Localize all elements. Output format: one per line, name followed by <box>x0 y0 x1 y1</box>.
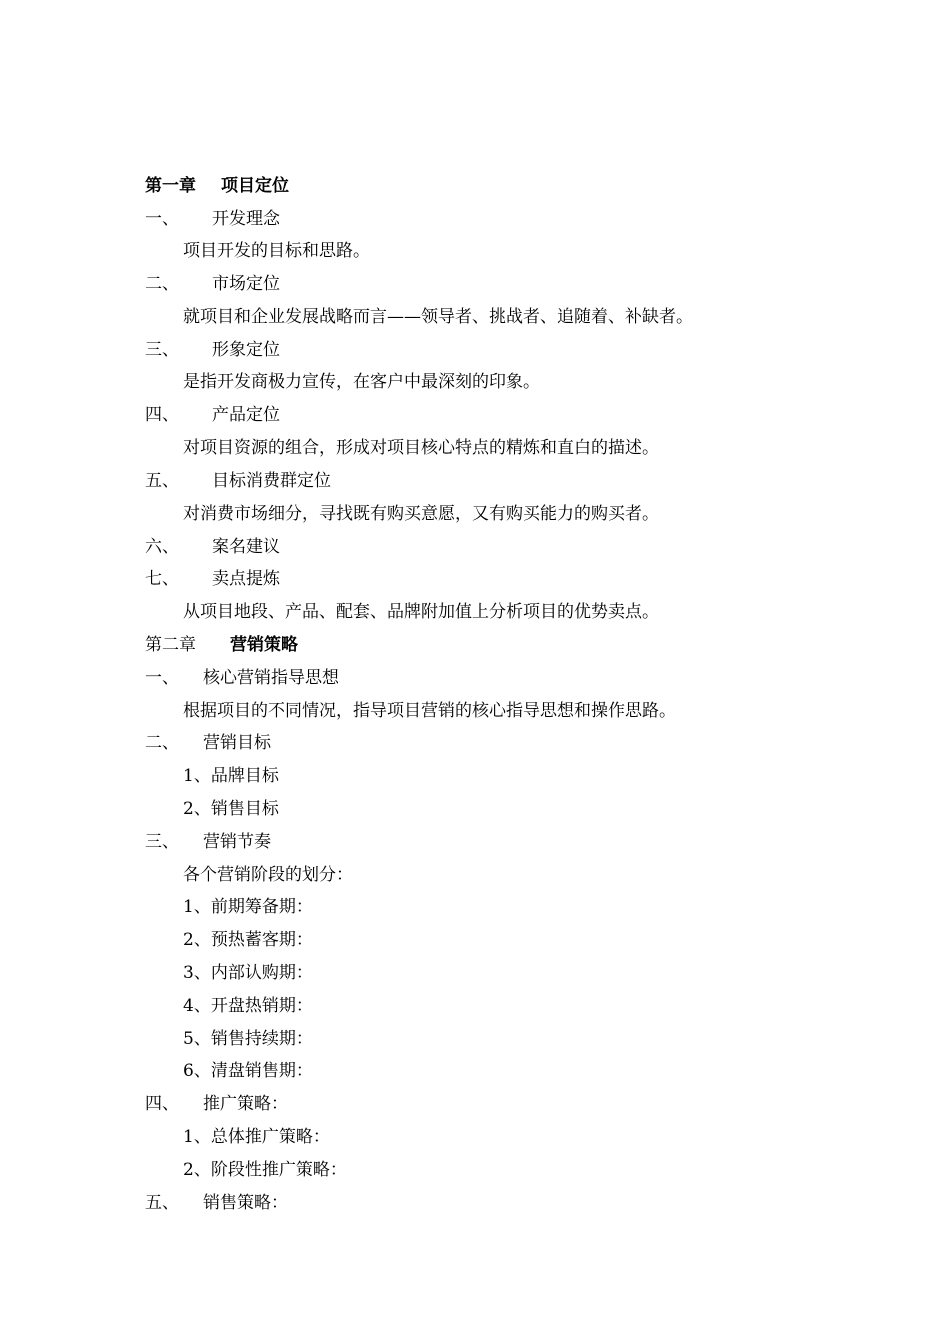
list-item: 2、销售目标 <box>183 799 279 819</box>
chapter2-title: 营销策略 <box>230 635 298 655</box>
section-title: 产品定位 <box>212 405 280 425</box>
section-title: 销售策略： <box>203 1193 288 1213</box>
list-item: 6、清盘销售期： <box>183 1061 313 1081</box>
section-title: 营销目标 <box>203 733 271 753</box>
section-title: 开发理念 <box>212 209 280 229</box>
section-number: 三、 <box>145 832 179 852</box>
section-number: 六、 <box>145 537 179 557</box>
section-description: 从项目地段、产品、配套、品牌附加值上分析项目的优势卖点。 <box>183 602 659 622</box>
list-item: 2、阶段性推广策略： <box>183 1160 347 1180</box>
chapter1-heading <box>145 175 289 197</box>
section-title: 形象定位 <box>212 340 280 360</box>
list-item: 5、销售持续期： <box>183 1029 313 1049</box>
section-description: 根据项目的不同情况，指导项目营销的核心指导思想和操作思路。 <box>183 701 676 721</box>
section-title: 营销节奏 <box>203 832 271 852</box>
list-item: 3、内部认购期： <box>183 963 313 983</box>
section-number: 三、 <box>145 340 179 360</box>
section-description: 是指开发商极力宣传，在客户中最深刻的印象。 <box>183 372 540 392</box>
section-title: 目标消费群定位 <box>212 471 331 491</box>
section-number: 二、 <box>145 274 179 294</box>
section-title: 推广策略： <box>203 1094 288 1114</box>
chapter1-label: 第一章 <box>145 176 196 196</box>
list-item: 1、品牌目标 <box>183 766 279 786</box>
section-number: 五、 <box>145 471 179 491</box>
section-title: 案名建议 <box>212 537 280 557</box>
chapter2-label: 第二章 <box>145 635 196 655</box>
section-number: 五、 <box>145 1193 179 1213</box>
section-title: 核心营销指导思想 <box>203 668 339 688</box>
chapter2-heading <box>145 634 298 656</box>
list-item: 1、总体推广策略： <box>183 1127 330 1147</box>
section-title: 卖点提炼 <box>212 569 280 589</box>
section-description: 项目开发的目标和思路。 <box>183 241 370 261</box>
section-number: 一、 <box>145 209 179 229</box>
list-item: 2、预热蓄客期： <box>183 930 313 950</box>
section-number: 四、 <box>145 1094 179 1114</box>
chapter1-title: 项目定位 <box>221 176 289 196</box>
section-number: 七、 <box>145 569 179 589</box>
section-number: 一、 <box>145 668 179 688</box>
section-description: 就项目和企业发展战略而言——领导者、挑战者、追随着、补缺者。 <box>183 307 693 327</box>
section-number: 二、 <box>145 733 179 753</box>
list-item: 4、开盘热销期： <box>183 996 313 1016</box>
section-description: 对项目资源的组合，形成对项目核心特点的精炼和直白的描述。 <box>183 438 659 458</box>
section-description: 对消费市场细分，寻找既有购买意愿，又有购买能力的购买者。 <box>183 504 659 524</box>
section-title: 市场定位 <box>212 274 280 294</box>
section-number: 四、 <box>145 405 179 425</box>
section-description: 各个营销阶段的划分： <box>183 865 353 885</box>
list-item: 1、前期筹备期： <box>183 897 313 917</box>
